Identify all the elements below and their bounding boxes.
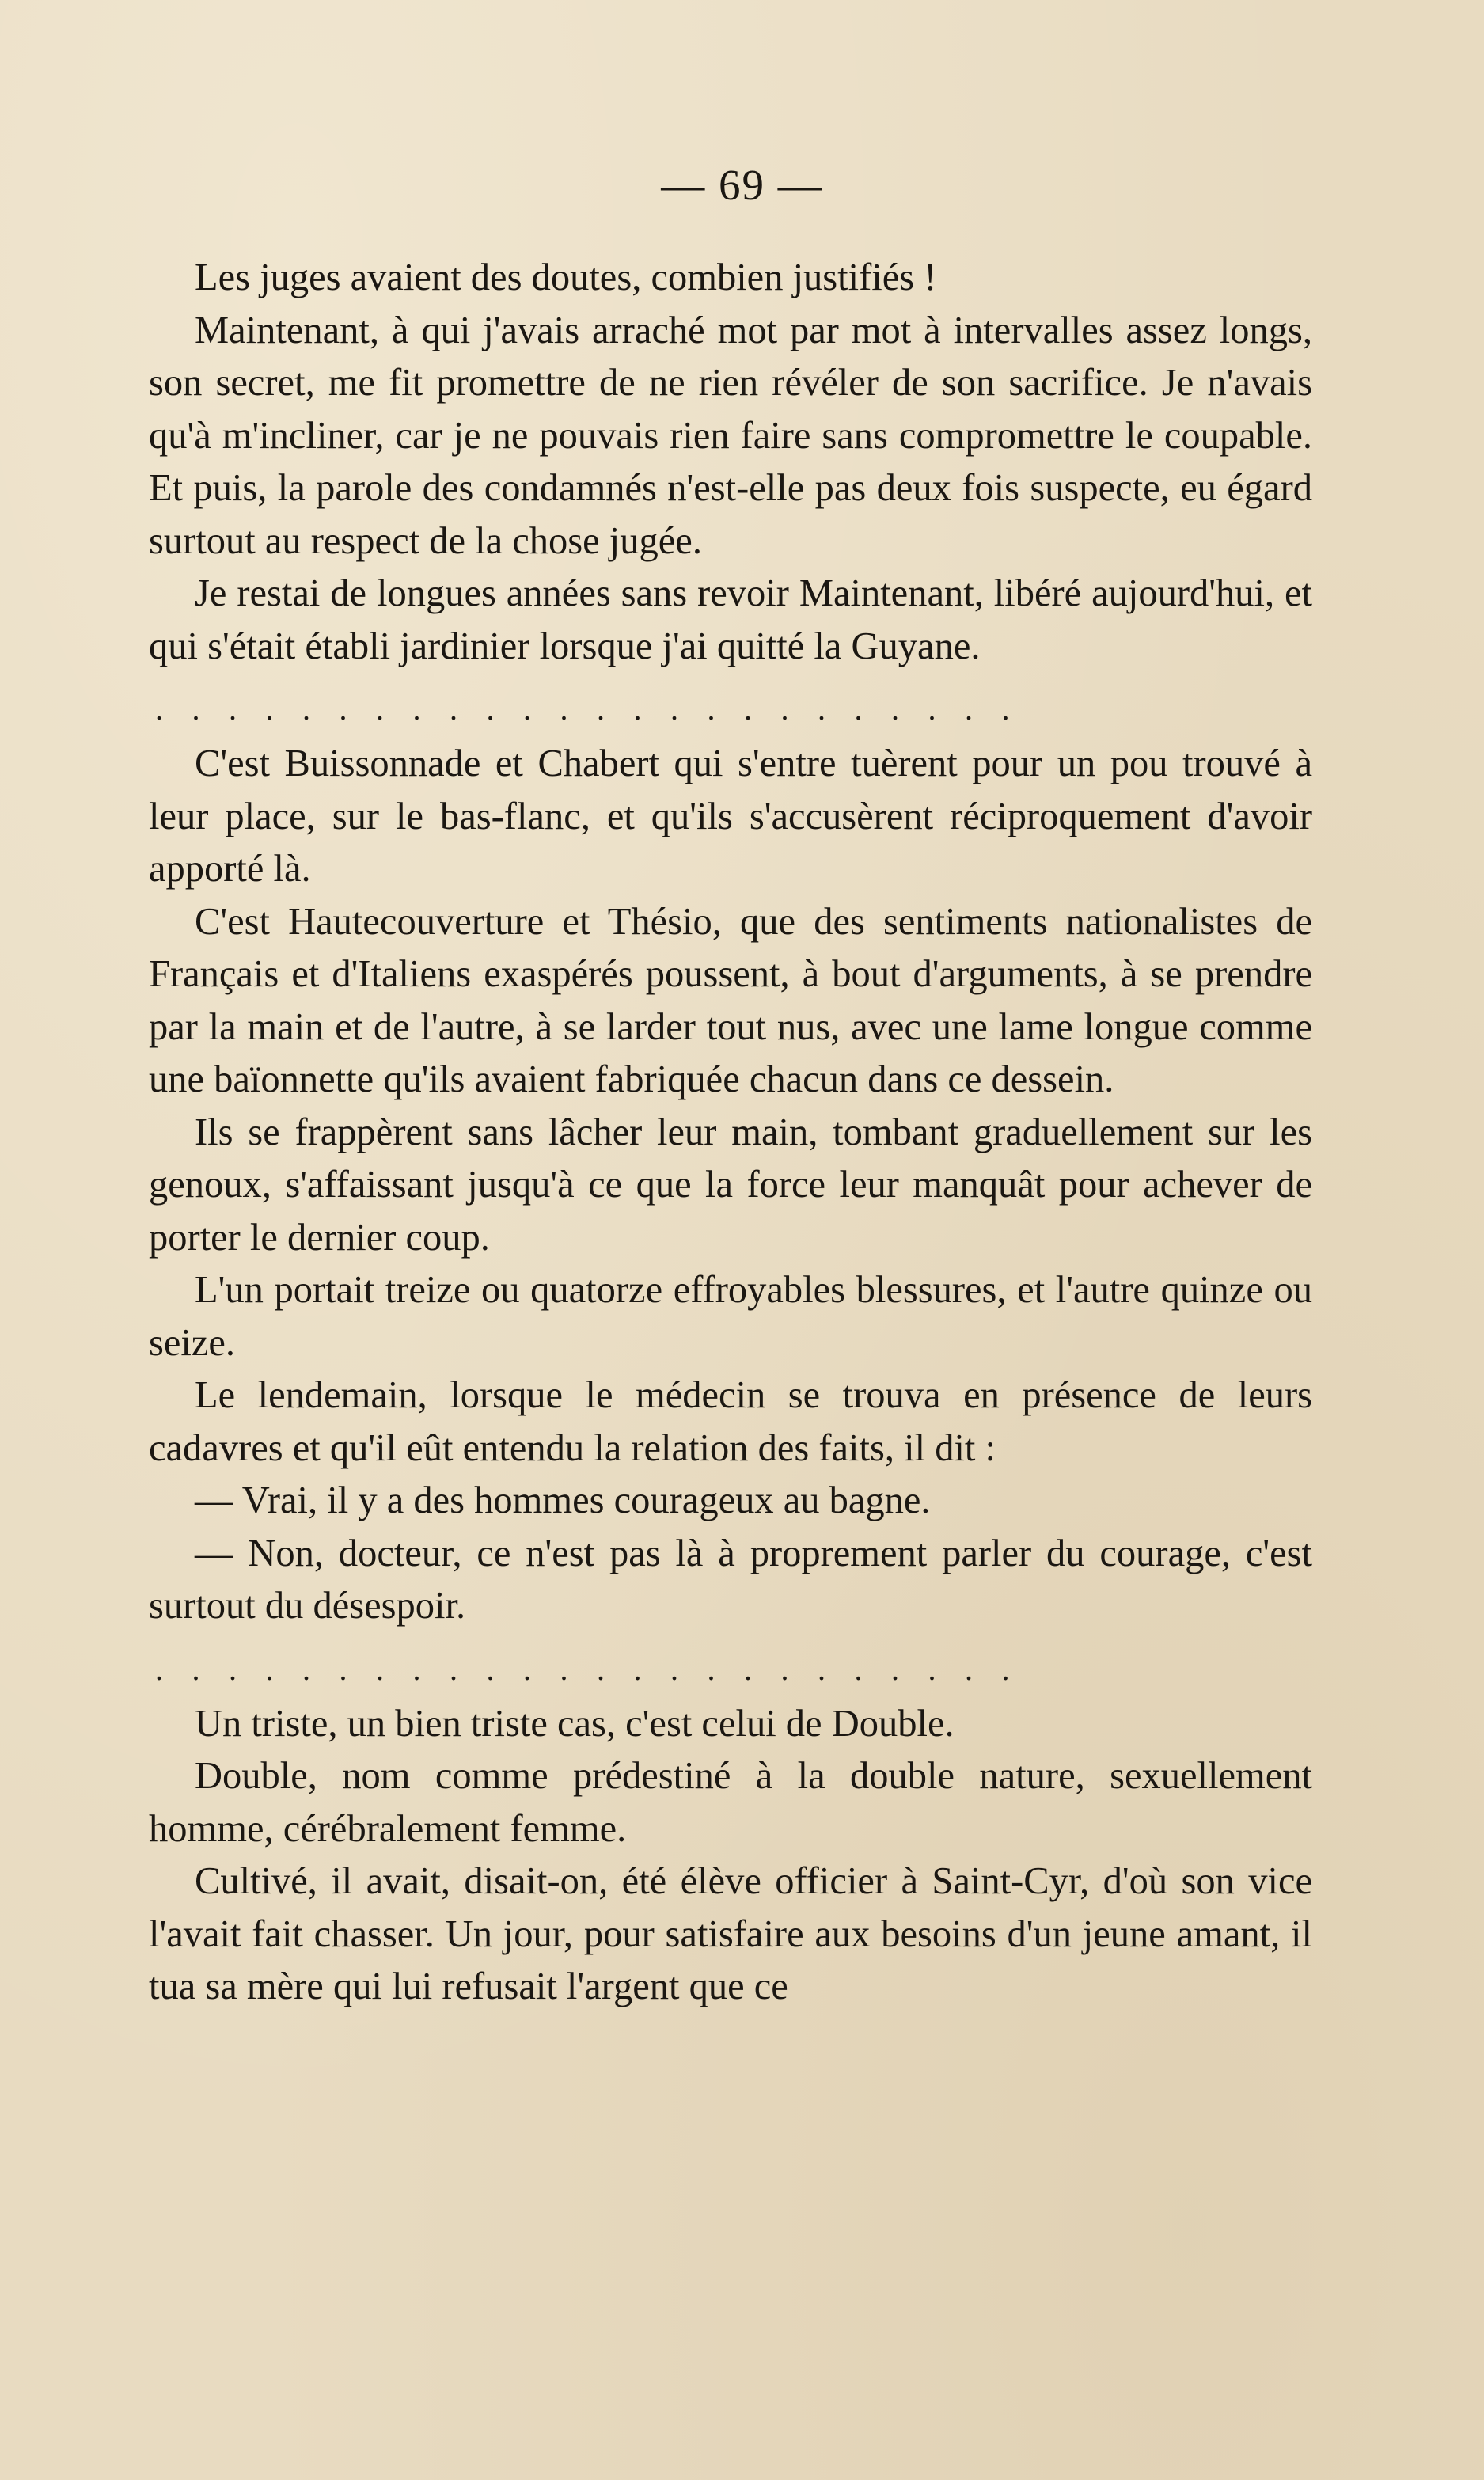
paragraph: C'est Hautecouverture et Thésio, que des sentiments nationalistes de Français et d'Italiens exaspérés poussent, à bout d'arguments, à se prendre par la main et de l'autre, à se larder tout nus, avec une lame longue comme une baïonnette qu'ils avaient fabriquée chacun dans ce dessein. (149, 900, 1312, 1100)
paragraph: Je restai de longues années sans revoir Maintenant, libéré aujourd'hui, et qui s'était établi jardinier lorsque j'ai quitté la Guyane. (149, 572, 1312, 667)
paragraph: Maintenant, à qui j'avais arraché mot par mot à intervalles assez longs, son secret, me fit promettre de ne rien révéler de son sacrifice. Je n'avais qu'à m'incliner, car je ne pouvais rien faire sans compromettre le coupable. Et puis, la parole des condamnés n'est-elle pas deux fois suspecte, eu égard surtout au respect de la chose jugée. (149, 309, 1312, 562)
page-number: — 69 — (661, 161, 823, 209)
paragraph: C'est Buissonnade et Chabert qui s'entre tuèrent pour un pou trouvé à leur place, sur le bas-flanc, et qu'ils s'accusèrent réciproquement d'avoir apporté là. (149, 742, 1312, 890)
paragraph: Ils se frappèrent sans lâcher leur main, tombant graduellement sur les genoux, s'affaissant jusqu'à ce que la force leur manquât pour achever de porter le dernier coup. (149, 1111, 1312, 1259)
paragraph: Les juges avaient des doutes, combien justifiés ! (195, 256, 937, 298)
paragraph: Cultivé, il avait, disait-on, été élève officier à Saint-Cyr, d'où son vice l'avait fait chasser. Un jour, pour satisfaire aux besoins d'un jeune amant, il tua sa mère qui lui refusait l'argent que ce (149, 1860, 1312, 2007)
body-text (149, 252, 1312, 2014)
separator-dots: ........................ (155, 1650, 1038, 1687)
dialogue-line: — Vrai, il y a des hommes courageux au bagne. (195, 1479, 931, 1521)
paragraph: L'un portait treize ou quatorze effroyables blessures, et l'autre quinze ou seize. (149, 1269, 1312, 1364)
paragraph: Le lendemain, lorsque le médecin se trouva en présence de leurs cadavres et qu'il eût entendu la relation des faits, il dit : (149, 1374, 1312, 1469)
section-separator (149, 693, 1312, 725)
separator-dots: ........................ (155, 691, 1038, 727)
dialogue-line: — Non, docteur, ce n'est pas là à proprement parler du courage, c'est surtout du désespoir. (149, 1532, 1312, 1627)
paragraph: Un triste, un bien triste cas, c'est celui de Double. (195, 1702, 955, 1745)
paragraph: Double, nom comme prédestiné à la double nature, sexuellement homme, cérébralement femme. (149, 1755, 1312, 1850)
section-separator (149, 1650, 1312, 1687)
